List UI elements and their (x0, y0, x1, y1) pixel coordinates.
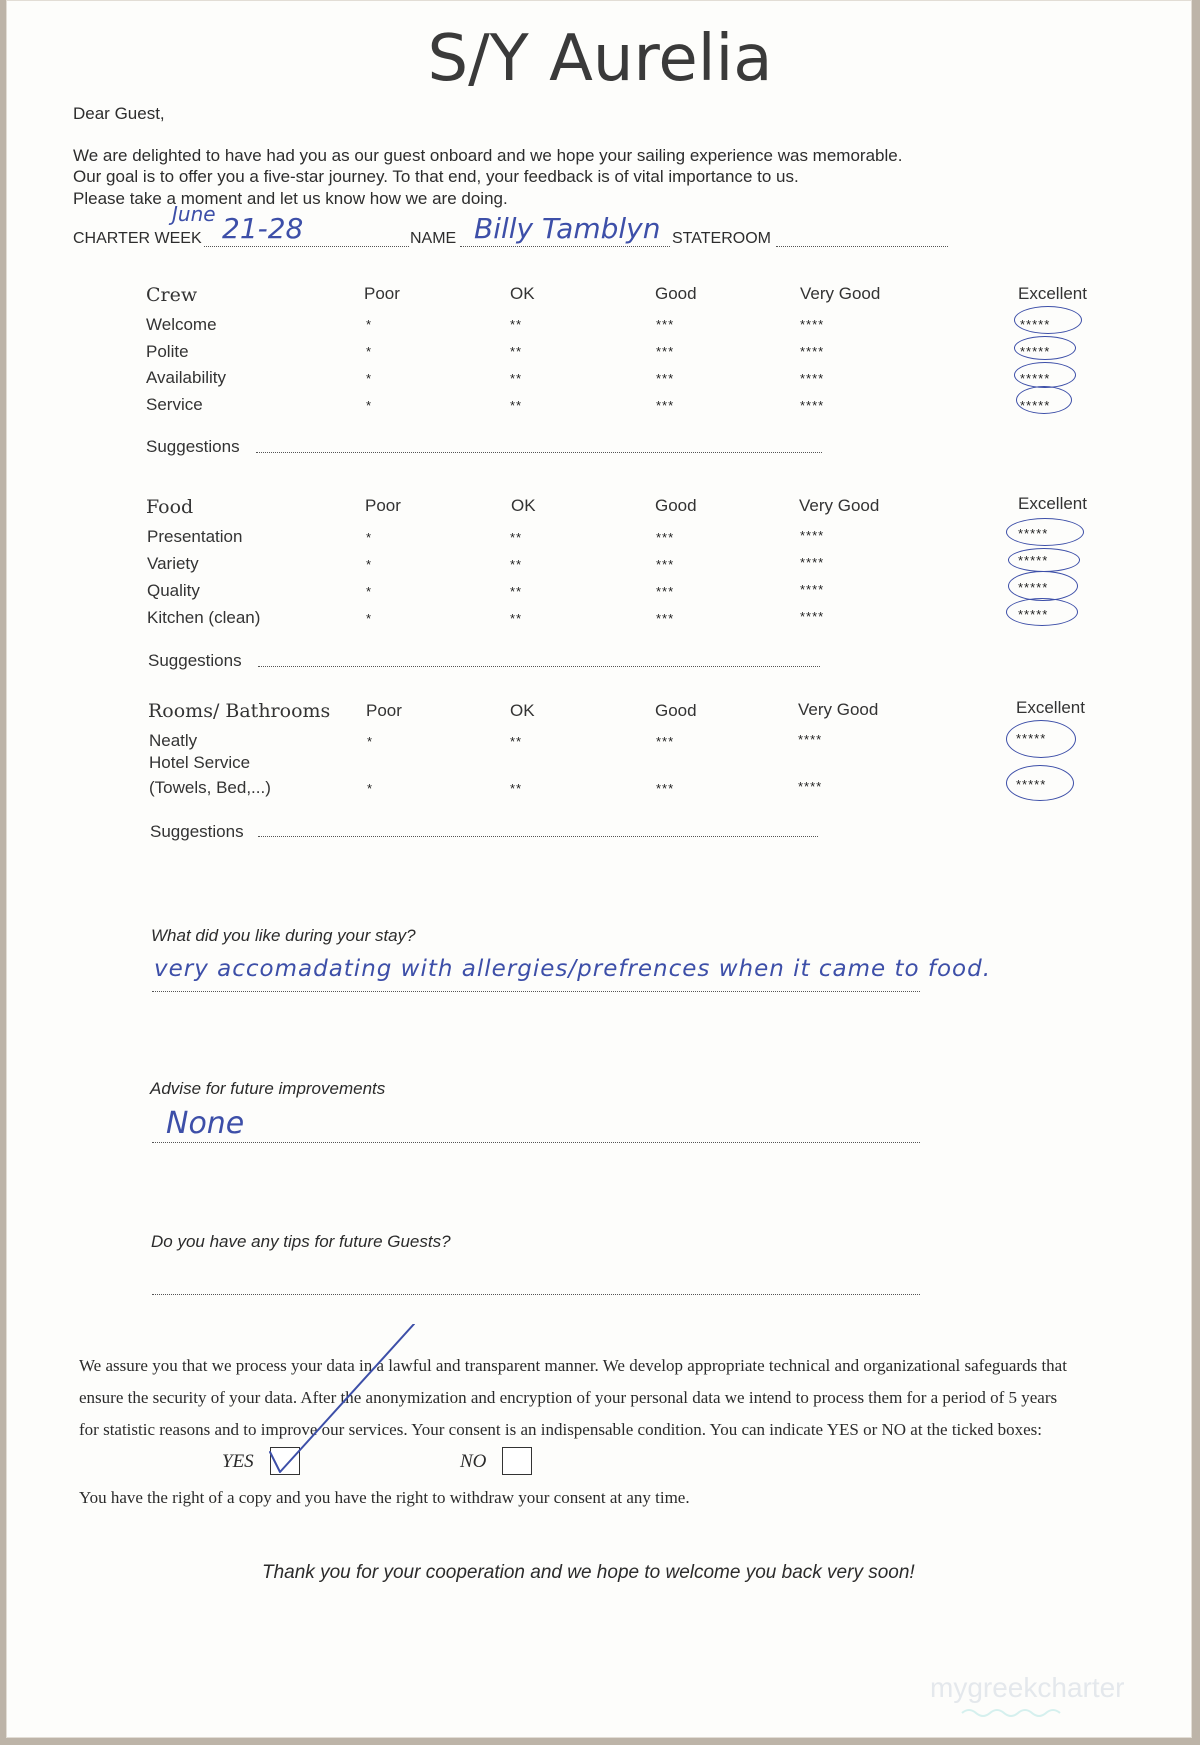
star-3[interactable]: *** (656, 734, 675, 749)
star-3[interactable]: *** (656, 584, 675, 599)
food-item-quality: Quality (147, 581, 200, 600)
charter-week-line (204, 246, 409, 247)
star-2[interactable]: ** (510, 344, 523, 359)
star-1[interactable]: * (366, 398, 373, 413)
star-4[interactable]: **** (800, 555, 825, 570)
yes-checkmark (264, 1324, 424, 1484)
selected-circle (1006, 598, 1078, 626)
selected-circle (1006, 765, 1074, 801)
charter-week-value[interactable]: 21-28 (222, 212, 304, 245)
header-ok: OK (510, 284, 535, 303)
star-4[interactable]: **** (800, 609, 825, 624)
consent-line-1: We assure you that we process your data in a lawful and transparent manner. We develop appropriate technical and organizational safeguards that (79, 1356, 1067, 1375)
rooms-item-towels-bed: (Towels, Bed,...) (149, 778, 271, 797)
question-liked-label: What did you like during your stay? (151, 926, 416, 945)
page-title: S/Y Aurelia (427, 22, 773, 96)
header-poor: Poor (366, 701, 402, 720)
star-3[interactable]: *** (656, 557, 675, 572)
charter-week-label: CHARTER WEEK (73, 230, 202, 247)
header-good: Good (655, 284, 697, 303)
selected-circle (1006, 518, 1084, 546)
crew-item-availability: Availability (146, 368, 227, 387)
star-4[interactable]: **** (800, 344, 825, 359)
star-2[interactable]: ** (510, 781, 523, 796)
star-3[interactable]: *** (656, 371, 675, 386)
crew-item-service: Service (146, 395, 203, 414)
no-label: NO (460, 1451, 487, 1472)
header-excellent: Excellent (1018, 284, 1087, 303)
selected-circle (1006, 720, 1076, 758)
star-3[interactable]: *** (656, 398, 675, 413)
crew-suggestions-line[interactable] (256, 452, 822, 453)
star-3[interactable]: *** (656, 781, 675, 796)
header-poor: Poor (364, 284, 400, 303)
star-5-selected[interactable]: ***** (1018, 553, 1049, 568)
star-1[interactable]: * (366, 611, 373, 626)
food-item-variety: Variety (147, 554, 199, 573)
star-2[interactable]: ** (510, 611, 523, 626)
star-5-selected[interactable]: ***** (1018, 526, 1049, 541)
header-excellent: Excellent (1018, 494, 1087, 513)
name-line (460, 246, 670, 247)
question-improvements-line (152, 1142, 920, 1143)
food-suggestions-label: Suggestions (148, 651, 242, 670)
star-5-selected[interactable]: ***** (1018, 580, 1049, 595)
header-very-good: Very Good (799, 496, 880, 515)
section-title-rooms: Rooms/ Bathrooms (148, 700, 331, 722)
rooms-item-hotel-service: Hotel Service (149, 753, 251, 772)
star-1[interactable]: * (366, 557, 373, 572)
star-4[interactable]: **** (800, 371, 825, 386)
watermark: mygreekcharter (930, 1672, 1125, 1703)
header-excellent: Excellent (1016, 698, 1085, 717)
star-1[interactable]: * (366, 371, 373, 386)
intro-line-1: We are delighted to have had you as our guest onboard and we hope your sailing experience was memorable. (73, 146, 903, 165)
question-liked-answer[interactable]: very accomadating with allergies/prefrences when it came to food. (154, 956, 992, 982)
question-improvements-answer[interactable]: None (166, 1106, 245, 1141)
star-2[interactable]: ** (510, 557, 523, 572)
greeting: Dear Guest, (73, 104, 165, 123)
food-suggestions-line[interactable] (258, 666, 820, 667)
charter-week-month[interactable]: June (172, 202, 216, 226)
stateroom-line[interactable] (776, 246, 948, 247)
selected-circle (1008, 548, 1080, 572)
star-1[interactable]: * (366, 530, 373, 545)
star-2[interactable]: ** (510, 398, 523, 413)
star-1[interactable]: * (366, 584, 373, 599)
selected-circle (1016, 386, 1072, 414)
question-liked-line (152, 991, 920, 992)
header-ok: OK (510, 701, 535, 720)
selected-circle (1014, 336, 1076, 360)
star-5-selected[interactable]: ***** (1018, 607, 1049, 622)
form-sheet (6, 0, 1192, 1738)
yes-label: YES (222, 1451, 254, 1472)
star-3[interactable]: *** (656, 317, 675, 332)
question-tips-label: Do you have any tips for future Guests? (151, 1232, 451, 1251)
header-very-good: Very Good (798, 700, 879, 719)
star-5-selected[interactable]: ***** (1020, 317, 1051, 332)
star-1[interactable]: * (367, 781, 374, 796)
star-1[interactable]: * (366, 317, 373, 332)
star-2[interactable]: ** (510, 584, 523, 599)
food-item-kitchen: Kitchen (clean) (147, 608, 261, 627)
star-2[interactable]: ** (510, 530, 523, 545)
question-improvements-label: Advise for future improvements (150, 1079, 386, 1098)
star-4[interactable]: **** (798, 732, 823, 747)
star-4[interactable]: **** (800, 528, 825, 543)
watermark-wave-icon (960, 1706, 1070, 1720)
star-2[interactable]: ** (510, 734, 523, 749)
selected-circle (1014, 362, 1076, 388)
star-4[interactable]: **** (800, 317, 825, 332)
star-5-selected[interactable]: ***** (1016, 777, 1047, 792)
thank-you-message: Thank you for your cooperation and we hope to welcome you back very soon! (262, 1562, 915, 1583)
rooms-suggestions-label: Suggestions (150, 822, 244, 841)
header-ok: OK (511, 496, 536, 515)
star-2[interactable]: ** (510, 371, 523, 386)
intro-line-2: Our goal is to offer you a five-star journey. To that end, your feedback is of vital importance to us. (73, 167, 799, 186)
star-3[interactable]: *** (656, 530, 675, 545)
header-poor: Poor (365, 496, 401, 515)
rooms-item-neatly: Neatly (149, 731, 198, 750)
star-5-selected[interactable]: ***** (1020, 371, 1051, 386)
selected-circle (1014, 306, 1082, 334)
star-5-selected[interactable]: ***** (1020, 344, 1051, 359)
star-5-selected[interactable]: ***** (1016, 731, 1047, 746)
star-5-selected[interactable]: ***** (1020, 398, 1051, 413)
header-good: Good (655, 496, 697, 515)
crew-item-polite: Polite (146, 342, 189, 361)
crew-item-welcome: Welcome (146, 315, 217, 334)
question-tips-line (152, 1294, 920, 1295)
star-1[interactable]: * (366, 344, 373, 359)
section-title-food: Food (146, 496, 194, 518)
star-2[interactable]: ** (510, 317, 523, 332)
star-4[interactable]: **** (798, 779, 823, 794)
star-4[interactable]: **** (800, 398, 825, 413)
consent-rights: You have the right of a copy and you have the right to withdraw your consent at any time. (79, 1488, 690, 1507)
food-item-presentation: Presentation (147, 527, 243, 546)
consent-line-2: ensure the security of your data. After the anonymization and encryption of your personal data we intend to process them for a period of 5 years (79, 1388, 1058, 1407)
consent-line-3: for statistic reasons and to improve our services. Your consent is an indispensable condition. You can indicate YES or NO at the ticked boxes: (79, 1420, 1042, 1439)
star-3[interactable]: *** (656, 611, 675, 626)
name-label: NAME (410, 230, 457, 247)
header-good: Good (655, 701, 697, 720)
header-very-good: Very Good (800, 284, 881, 303)
name-value[interactable]: Billy Tamblyn (474, 212, 661, 245)
star-4[interactable]: **** (800, 582, 825, 597)
no-checkbox[interactable] (502, 1447, 532, 1475)
selected-circle (1008, 571, 1078, 601)
star-3[interactable]: *** (656, 344, 675, 359)
star-1[interactable]: * (367, 734, 374, 749)
intro-line-3: Please take a moment and let us know how we are doing. (73, 189, 508, 208)
stateroom-label: STATEROOM (672, 230, 771, 247)
rooms-suggestions-line[interactable] (258, 836, 818, 837)
section-title-crew: Crew (146, 284, 198, 306)
crew-suggestions-label: Suggestions (146, 437, 240, 456)
